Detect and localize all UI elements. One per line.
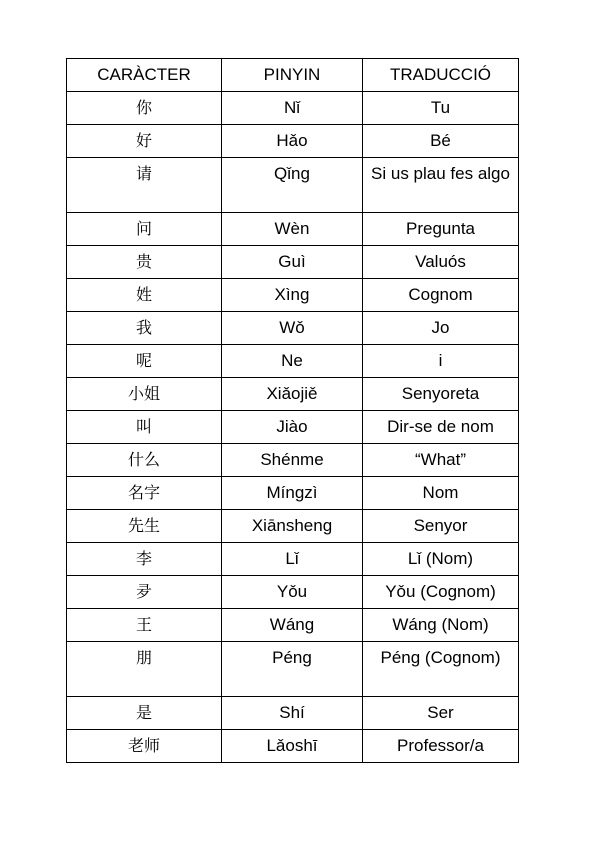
character-cell: 名字 bbox=[67, 477, 222, 510]
table-row bbox=[67, 125, 519, 158]
translation-cell: Professor/a bbox=[363, 730, 519, 763]
table-row bbox=[67, 609, 519, 642]
pinyin-cell: Jiào bbox=[222, 411, 363, 444]
table-row bbox=[67, 697, 519, 730]
translation-cell: Senyor bbox=[363, 510, 519, 543]
table-row bbox=[67, 213, 519, 246]
header-character: CARÀCTER bbox=[67, 59, 222, 92]
character-cell: 什么 bbox=[67, 444, 222, 477]
table-row bbox=[67, 378, 519, 411]
table-row bbox=[67, 576, 519, 609]
pinyin-cell: Guì bbox=[222, 246, 363, 279]
translation-cell: Jo bbox=[363, 312, 519, 345]
table-row bbox=[67, 345, 519, 378]
pinyin-cell: Péng bbox=[222, 642, 363, 697]
pinyin-cell: Qǐng bbox=[222, 158, 363, 213]
header-pinyin: PINYIN bbox=[222, 59, 363, 92]
translation-cell: Valuós bbox=[363, 246, 519, 279]
character-cell: 好 bbox=[67, 125, 222, 158]
translation-cell: Nom bbox=[363, 477, 519, 510]
character-cell: 老师 bbox=[67, 730, 222, 763]
character-cell: 先生 bbox=[67, 510, 222, 543]
table-row bbox=[67, 411, 519, 444]
table-header-row bbox=[67, 59, 519, 92]
header-translation: TRADUCCIÓ bbox=[363, 59, 519, 92]
table-row bbox=[67, 246, 519, 279]
character-cell: 夛 bbox=[67, 576, 222, 609]
table-row bbox=[67, 730, 519, 763]
pinyin-cell: Lǎoshī bbox=[222, 730, 363, 763]
translation-cell: Senyoreta bbox=[363, 378, 519, 411]
character-cell: 叫 bbox=[67, 411, 222, 444]
pinyin-cell: Wáng bbox=[222, 609, 363, 642]
character-cell: 问 bbox=[67, 213, 222, 246]
pinyin-cell: Xiānsheng bbox=[222, 510, 363, 543]
character-cell: 小姐 bbox=[67, 378, 222, 411]
pinyin-cell: Míngzì bbox=[222, 477, 363, 510]
pinyin-cell: Nǐ bbox=[222, 92, 363, 125]
character-cell: 请 bbox=[67, 158, 222, 213]
vocabulary-table bbox=[66, 58, 519, 763]
character-cell: 朋 bbox=[67, 642, 222, 697]
table-row bbox=[67, 92, 519, 125]
translation-cell: Si us plau fes algo bbox=[363, 158, 519, 213]
translation-cell: Yǒu (Cognom) bbox=[363, 576, 519, 609]
table-row bbox=[67, 158, 519, 213]
character-cell: 姓 bbox=[67, 279, 222, 312]
translation-cell: Wáng (Nom) bbox=[363, 609, 519, 642]
translation-cell: Tu bbox=[363, 92, 519, 125]
pinyin-cell: Shí bbox=[222, 697, 363, 730]
translation-cell: Péng (Cognom) bbox=[363, 642, 519, 697]
pinyin-cell: Xìng bbox=[222, 279, 363, 312]
translation-cell: i bbox=[363, 345, 519, 378]
pinyin-cell: Hǎo bbox=[222, 125, 363, 158]
pinyin-cell: Shénme bbox=[222, 444, 363, 477]
pinyin-cell: Yǒu bbox=[222, 576, 363, 609]
table-row bbox=[67, 279, 519, 312]
translation-cell: Cognom bbox=[363, 279, 519, 312]
table-row bbox=[67, 510, 519, 543]
translation-cell: Ser bbox=[363, 697, 519, 730]
pinyin-cell: Xiǎojiě bbox=[222, 378, 363, 411]
pinyin-cell: Lǐ bbox=[222, 543, 363, 576]
translation-cell: “What” bbox=[363, 444, 519, 477]
character-cell: 呢 bbox=[67, 345, 222, 378]
table-row bbox=[67, 543, 519, 576]
translation-cell: Bé bbox=[363, 125, 519, 158]
translation-cell: Dir-se de nom bbox=[363, 411, 519, 444]
character-cell: 我 bbox=[67, 312, 222, 345]
table-row bbox=[67, 312, 519, 345]
character-cell: 贵 bbox=[67, 246, 222, 279]
table-row bbox=[67, 444, 519, 477]
character-cell: 是 bbox=[67, 697, 222, 730]
translation-cell: Pregunta bbox=[363, 213, 519, 246]
pinyin-cell: Wèn bbox=[222, 213, 363, 246]
pinyin-cell: Ne bbox=[222, 345, 363, 378]
character-cell: 李 bbox=[67, 543, 222, 576]
table-row bbox=[67, 477, 519, 510]
pinyin-cell: Wǒ bbox=[222, 312, 363, 345]
character-cell: 你 bbox=[67, 92, 222, 125]
table-row bbox=[67, 642, 519, 697]
translation-cell: Lǐ (Nom) bbox=[363, 543, 519, 576]
character-cell: 王 bbox=[67, 609, 222, 642]
